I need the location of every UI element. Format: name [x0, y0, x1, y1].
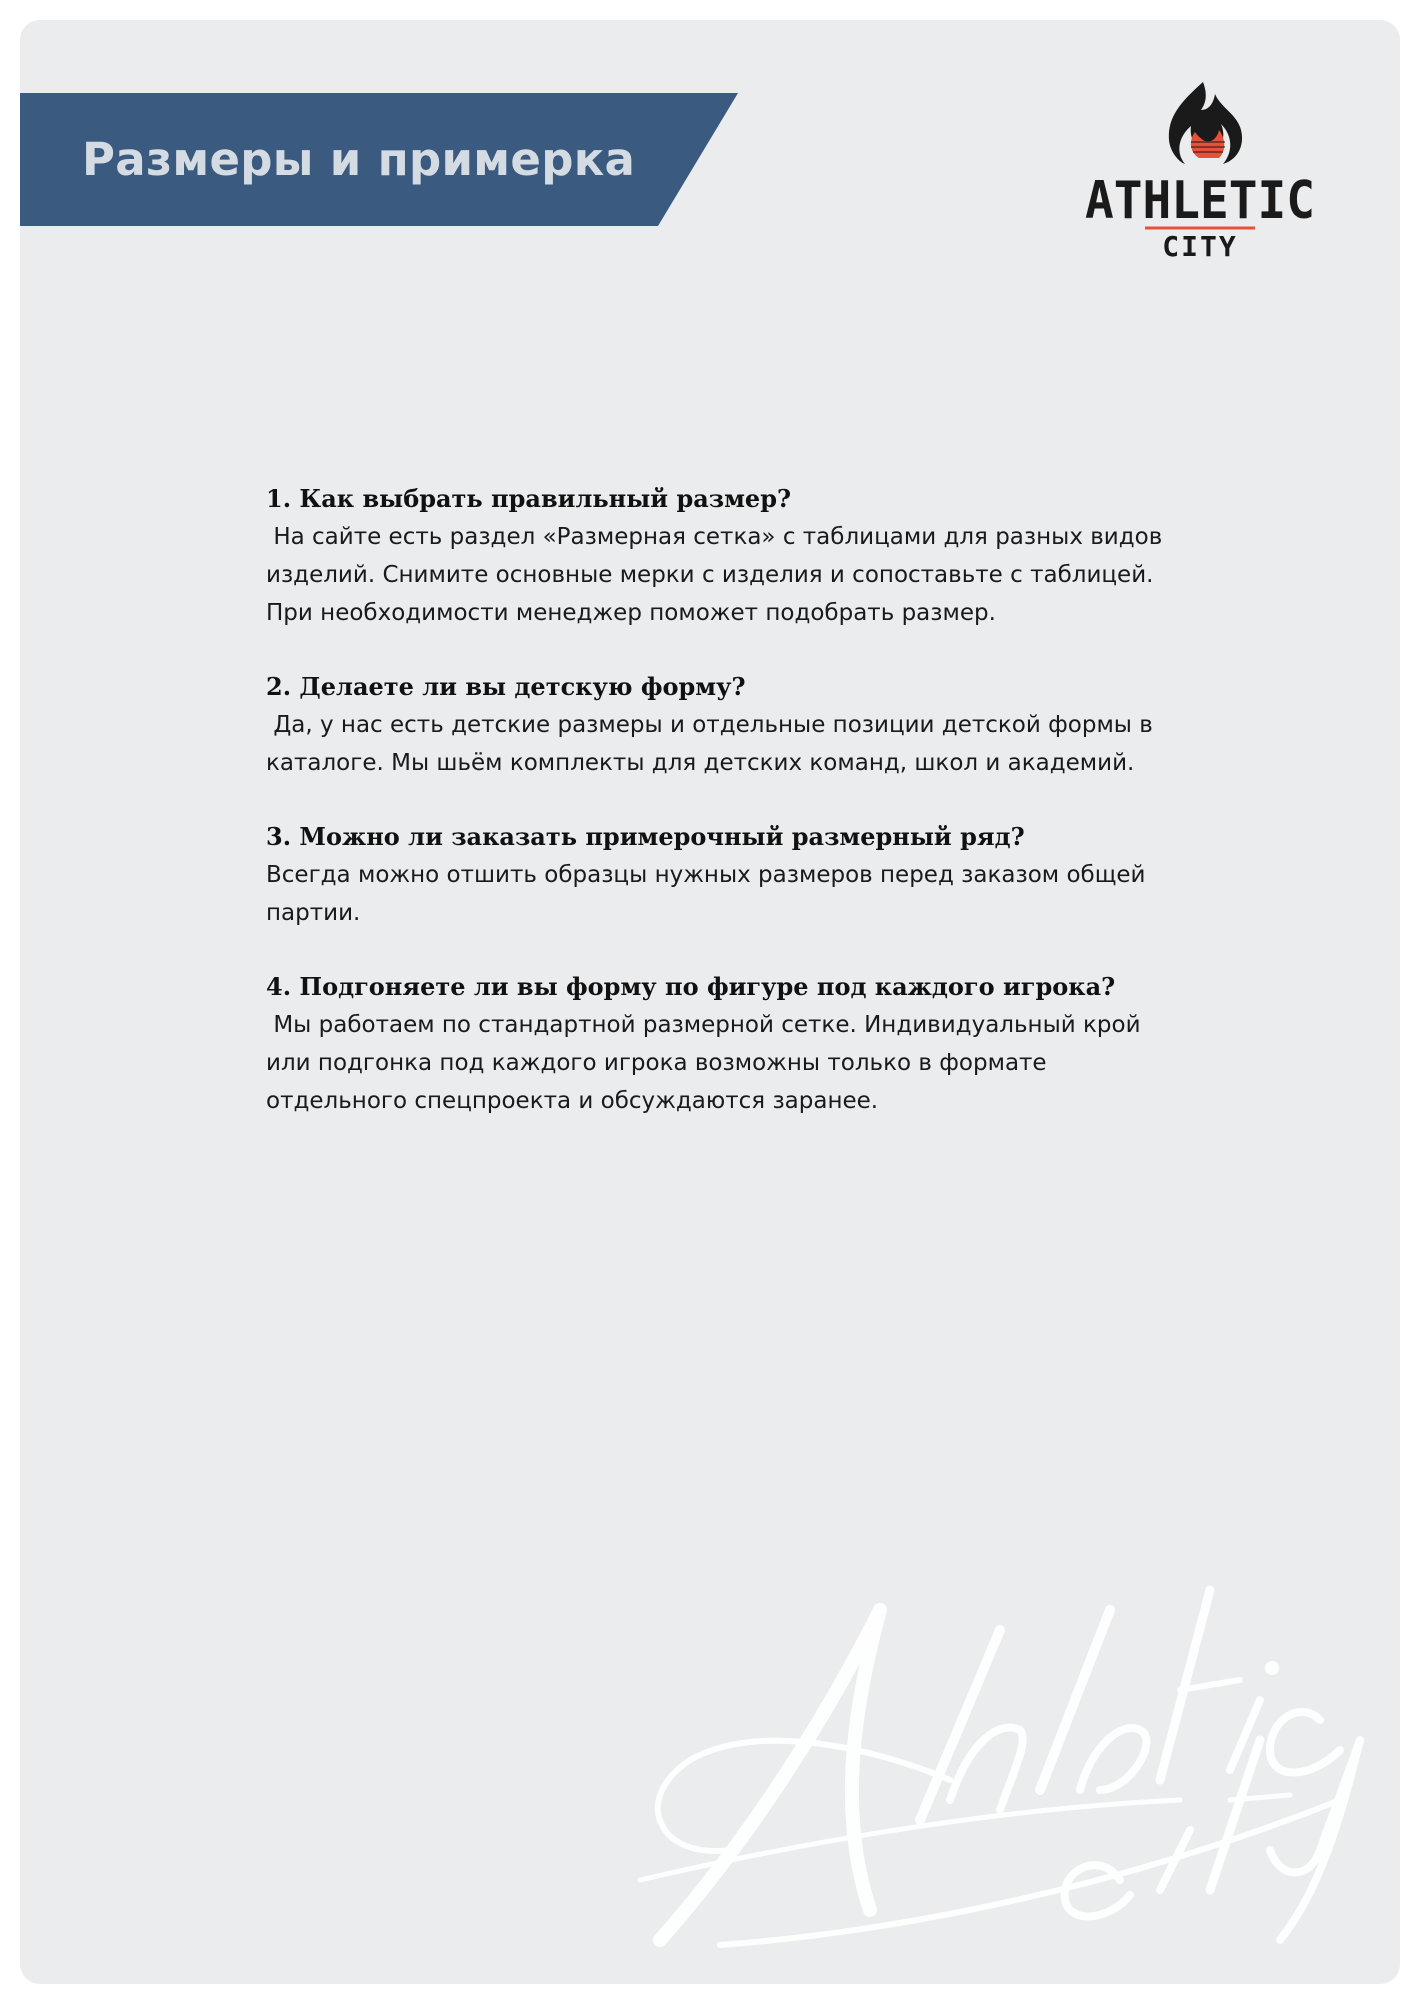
faq-answer: Всегда можно отшить образцы нужных размеров перед заказом общей партии.	[266, 862, 1146, 926]
faq-item	[266, 480, 1166, 632]
faq-question: 3. Можно ли заказать примерочный размерный ряд?	[266, 822, 1025, 851]
document-page	[20, 20, 1400, 1984]
faq-question: 4. Подгоняете ли вы форму по фигуре под каждого игрока?	[266, 972, 1116, 1001]
faq-answer: Да, у нас есть детские размеры и отдельные позиции детской формы в каталоге. Мы шьём комплекты для детских команд, школ и академий.	[266, 712, 1153, 776]
athletic-city-logo	[1075, 80, 1325, 270]
faq-list	[266, 480, 1166, 1156]
logo-text-city: CITY	[1162, 230, 1238, 263]
faq-item	[266, 668, 1166, 782]
faq-question: 1. Как выбрать правильный размер?	[266, 484, 792, 513]
faq-item	[266, 968, 1166, 1120]
title-banner	[20, 93, 738, 226]
flame-logo-icon	[1075, 80, 1325, 270]
logo-text-athletic: ATHLETIC	[1085, 171, 1315, 231]
page-title: Размеры и примерка	[82, 133, 636, 186]
faq-answer: На сайте есть раздел «Размерная сетка» с таблицами для разных видов изделий. Снимите основные мерки с изделия и сопоставьте с таблицей. При необходимости менеджер поможет подобрать размер.	[266, 524, 1163, 626]
faq-answer: Мы работаем по стандартной размерной сетке. Индивидуальный крой или подгонка под каждого игрока возможны только в формате отдельного спецпроекта и обсуждаются заранее.	[266, 1012, 1141, 1114]
athletic-city-watermark-icon	[620, 1550, 1400, 1970]
script-watermark	[620, 1550, 1400, 1970]
faq-item	[266, 818, 1166, 932]
faq-question: 2. Делаете ли вы детскую форму?	[266, 672, 746, 701]
